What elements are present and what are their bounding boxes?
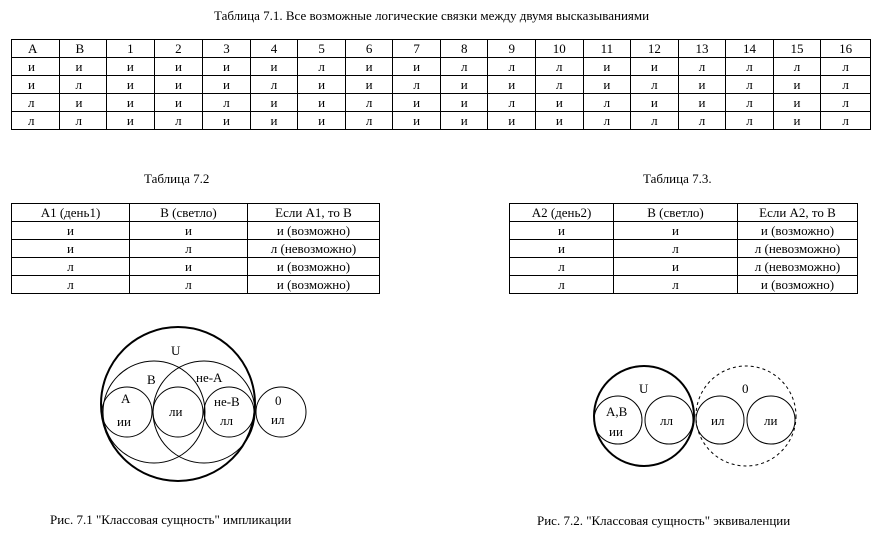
label-b: B	[147, 372, 156, 387]
table1-cell: и	[154, 76, 203, 94]
table1-cell: л	[345, 112, 393, 130]
table1-cell: и	[107, 94, 155, 112]
label-ii-2: ии	[609, 424, 623, 439]
table1-cell: и	[298, 94, 346, 112]
table2-cell: л (невозможно)	[248, 240, 380, 258]
table1-cell: л	[440, 58, 488, 76]
table3-header-cell: Если A2, то B	[738, 204, 858, 222]
table2-cell: и (возможно)	[248, 258, 380, 276]
label-ll: лл	[220, 413, 233, 428]
table1-caption: Таблица 7.1. Все возможные логические связки между двумя высказываниями	[214, 8, 650, 23]
table3-cell: и	[614, 222, 738, 240]
table1-header-cell: 2	[154, 40, 203, 58]
table3-cell: и	[614, 258, 738, 276]
table2-header-cell: Если A1, то B	[248, 204, 380, 222]
table1-cell: л	[536, 76, 584, 94]
table1-header-cell: 8	[440, 40, 488, 58]
table1-cell: и	[393, 94, 441, 112]
table1-cell: и	[631, 94, 679, 112]
table1-cell: и	[440, 76, 488, 94]
table1-cell: и	[298, 112, 346, 130]
table1-header-cell: 16	[821, 40, 871, 58]
table1-cell: л	[678, 58, 726, 76]
table2-cell: л	[130, 276, 248, 294]
table1-header-cell: A	[12, 40, 60, 58]
table1-cell: и	[440, 112, 488, 130]
table3-cell: л	[510, 276, 614, 294]
table1-cell: л	[393, 76, 441, 94]
table1-cell: и	[203, 76, 251, 94]
table1-cell: л	[536, 58, 584, 76]
table1-header-cell: 4	[250, 40, 298, 58]
fig1-caption: Рис. 7.1 "Классовая сущность" импликации	[50, 512, 292, 527]
table1-cell: и	[488, 76, 536, 94]
table1-cell: л	[821, 94, 871, 112]
table1-cell: л	[726, 76, 774, 94]
table1-header-cell: B	[59, 40, 107, 58]
table1-cell: и	[536, 112, 584, 130]
table1-cell: л	[203, 94, 251, 112]
label-not-a: не-A	[196, 370, 223, 385]
table2-cell: л	[12, 276, 130, 294]
table1-cell: и	[678, 94, 726, 112]
label-il-2: ил	[711, 413, 725, 428]
label-not-b: не-B	[214, 394, 240, 409]
table1-cell: и	[12, 58, 60, 76]
table1-cell: и	[393, 58, 441, 76]
table1-cell: и	[583, 58, 631, 76]
table1-cell: л	[345, 94, 393, 112]
label-universe-2: U	[639, 381, 649, 396]
table1-header-cell: 5	[298, 40, 346, 58]
label-ii: ии	[117, 414, 131, 429]
label-a: A	[121, 391, 131, 406]
table1-header-cell: 12	[631, 40, 679, 58]
label-ll-2: лл	[660, 413, 673, 428]
table1-cell: и	[773, 112, 821, 130]
table1-cell: л	[821, 58, 871, 76]
table1-cell: и	[203, 112, 251, 130]
table1-header-cell: 14	[726, 40, 774, 58]
table3-cell: л	[510, 258, 614, 276]
table3-header-cell: B (светло)	[614, 204, 738, 222]
label-universe: U	[171, 343, 181, 358]
label-zero: 0	[275, 393, 282, 408]
table1-cell: и	[631, 58, 679, 76]
table1-cell: и	[250, 58, 298, 76]
table1-header-cell: 1	[107, 40, 155, 58]
table1-cell: л	[298, 58, 346, 76]
table2-cell: л	[130, 240, 248, 258]
fig2-caption: Рис. 7.2. "Классовая сущность" эквиваленции	[537, 513, 791, 528]
table1-cell: л	[59, 112, 107, 130]
table1-cell: л	[726, 58, 774, 76]
table2-cell: и	[12, 222, 130, 240]
table1-cell: и	[440, 94, 488, 112]
table1-cell: и	[12, 76, 60, 94]
table1-cell: и	[154, 58, 203, 76]
table3-cell: и (возможно)	[738, 222, 858, 240]
table1-cell: и	[154, 94, 203, 112]
table1-cell: л	[12, 112, 60, 130]
table3-cell: и (возможно)	[738, 276, 858, 294]
table3-cell: л	[614, 240, 738, 258]
table2-caption: Таблица 7.2	[144, 171, 210, 186]
table1-cell: л	[821, 112, 871, 130]
table1-cell: л	[12, 94, 60, 112]
table1-cell: и	[345, 58, 393, 76]
table1-cell: л	[488, 58, 536, 76]
table1-cell: л	[821, 76, 871, 94]
table1-cell: и	[678, 76, 726, 94]
label-ab: A,B	[606, 404, 628, 419]
table1-header-cell: 7	[393, 40, 441, 58]
table3-cell: л	[614, 276, 738, 294]
table1-cell: и	[250, 94, 298, 112]
table2-cell: и	[12, 240, 130, 258]
table1-header-cell: 11	[583, 40, 631, 58]
table2-cell: и	[130, 258, 248, 276]
table1-cell: л	[583, 112, 631, 130]
table1-header-cell: 9	[488, 40, 536, 58]
table1-cell: и	[393, 112, 441, 130]
table1-cell: и	[773, 76, 821, 94]
table1-cell: и	[773, 94, 821, 112]
table1-cell: и	[59, 94, 107, 112]
table3-cell: л (невозможно)	[738, 258, 858, 276]
table1-cell: и	[345, 76, 393, 94]
table1-cell: л	[726, 94, 774, 112]
table2-cell: л	[12, 258, 130, 276]
label-zero-2: 0	[742, 381, 749, 396]
table3-caption: Таблица 7.3.	[643, 171, 712, 186]
table1-cell: л	[154, 112, 203, 130]
table1-cell: и	[250, 112, 298, 130]
table2-cell: и (возможно)	[248, 222, 380, 240]
table3-cell: и	[510, 240, 614, 258]
table1-header-cell: 13	[678, 40, 726, 58]
table3-header-cell: A2 (день2)	[510, 204, 614, 222]
table3-cell: л (невозможно)	[738, 240, 858, 258]
table1-cell: и	[107, 112, 155, 130]
table1-header-cell: 15	[773, 40, 821, 58]
table1-cell: и	[59, 58, 107, 76]
table1-cell: л	[726, 112, 774, 130]
table1-cell: и	[203, 58, 251, 76]
table1-cell: л	[488, 94, 536, 112]
table2-cell: и (возможно)	[248, 276, 380, 294]
table1-cell: л	[678, 112, 726, 130]
label-li-2: ли	[764, 413, 778, 428]
table1-cell: л	[631, 112, 679, 130]
table1-cell: и	[107, 76, 155, 94]
table1-header-cell: 10	[536, 40, 584, 58]
table1-cell: и	[583, 76, 631, 94]
table2-header-cell: B (светло)	[130, 204, 248, 222]
table1-cell: и	[298, 76, 346, 94]
table1-header-cell: 3	[203, 40, 251, 58]
table1-cell: и	[536, 94, 584, 112]
table1-cell: л	[631, 76, 679, 94]
table2-cell: и	[130, 222, 248, 240]
table1-cell: и	[488, 112, 536, 130]
table1-cell: л	[583, 94, 631, 112]
label-li: ли	[169, 404, 183, 419]
table3-cell: и	[510, 222, 614, 240]
table1-header-cell: 6	[345, 40, 393, 58]
table1-cell: л	[250, 76, 298, 94]
table1-cell: л	[773, 58, 821, 76]
table1-cell: и	[107, 58, 155, 76]
label-il: ил	[271, 412, 285, 427]
table2-header-cell: A1 (день1)	[12, 204, 130, 222]
table1-cell: л	[59, 76, 107, 94]
